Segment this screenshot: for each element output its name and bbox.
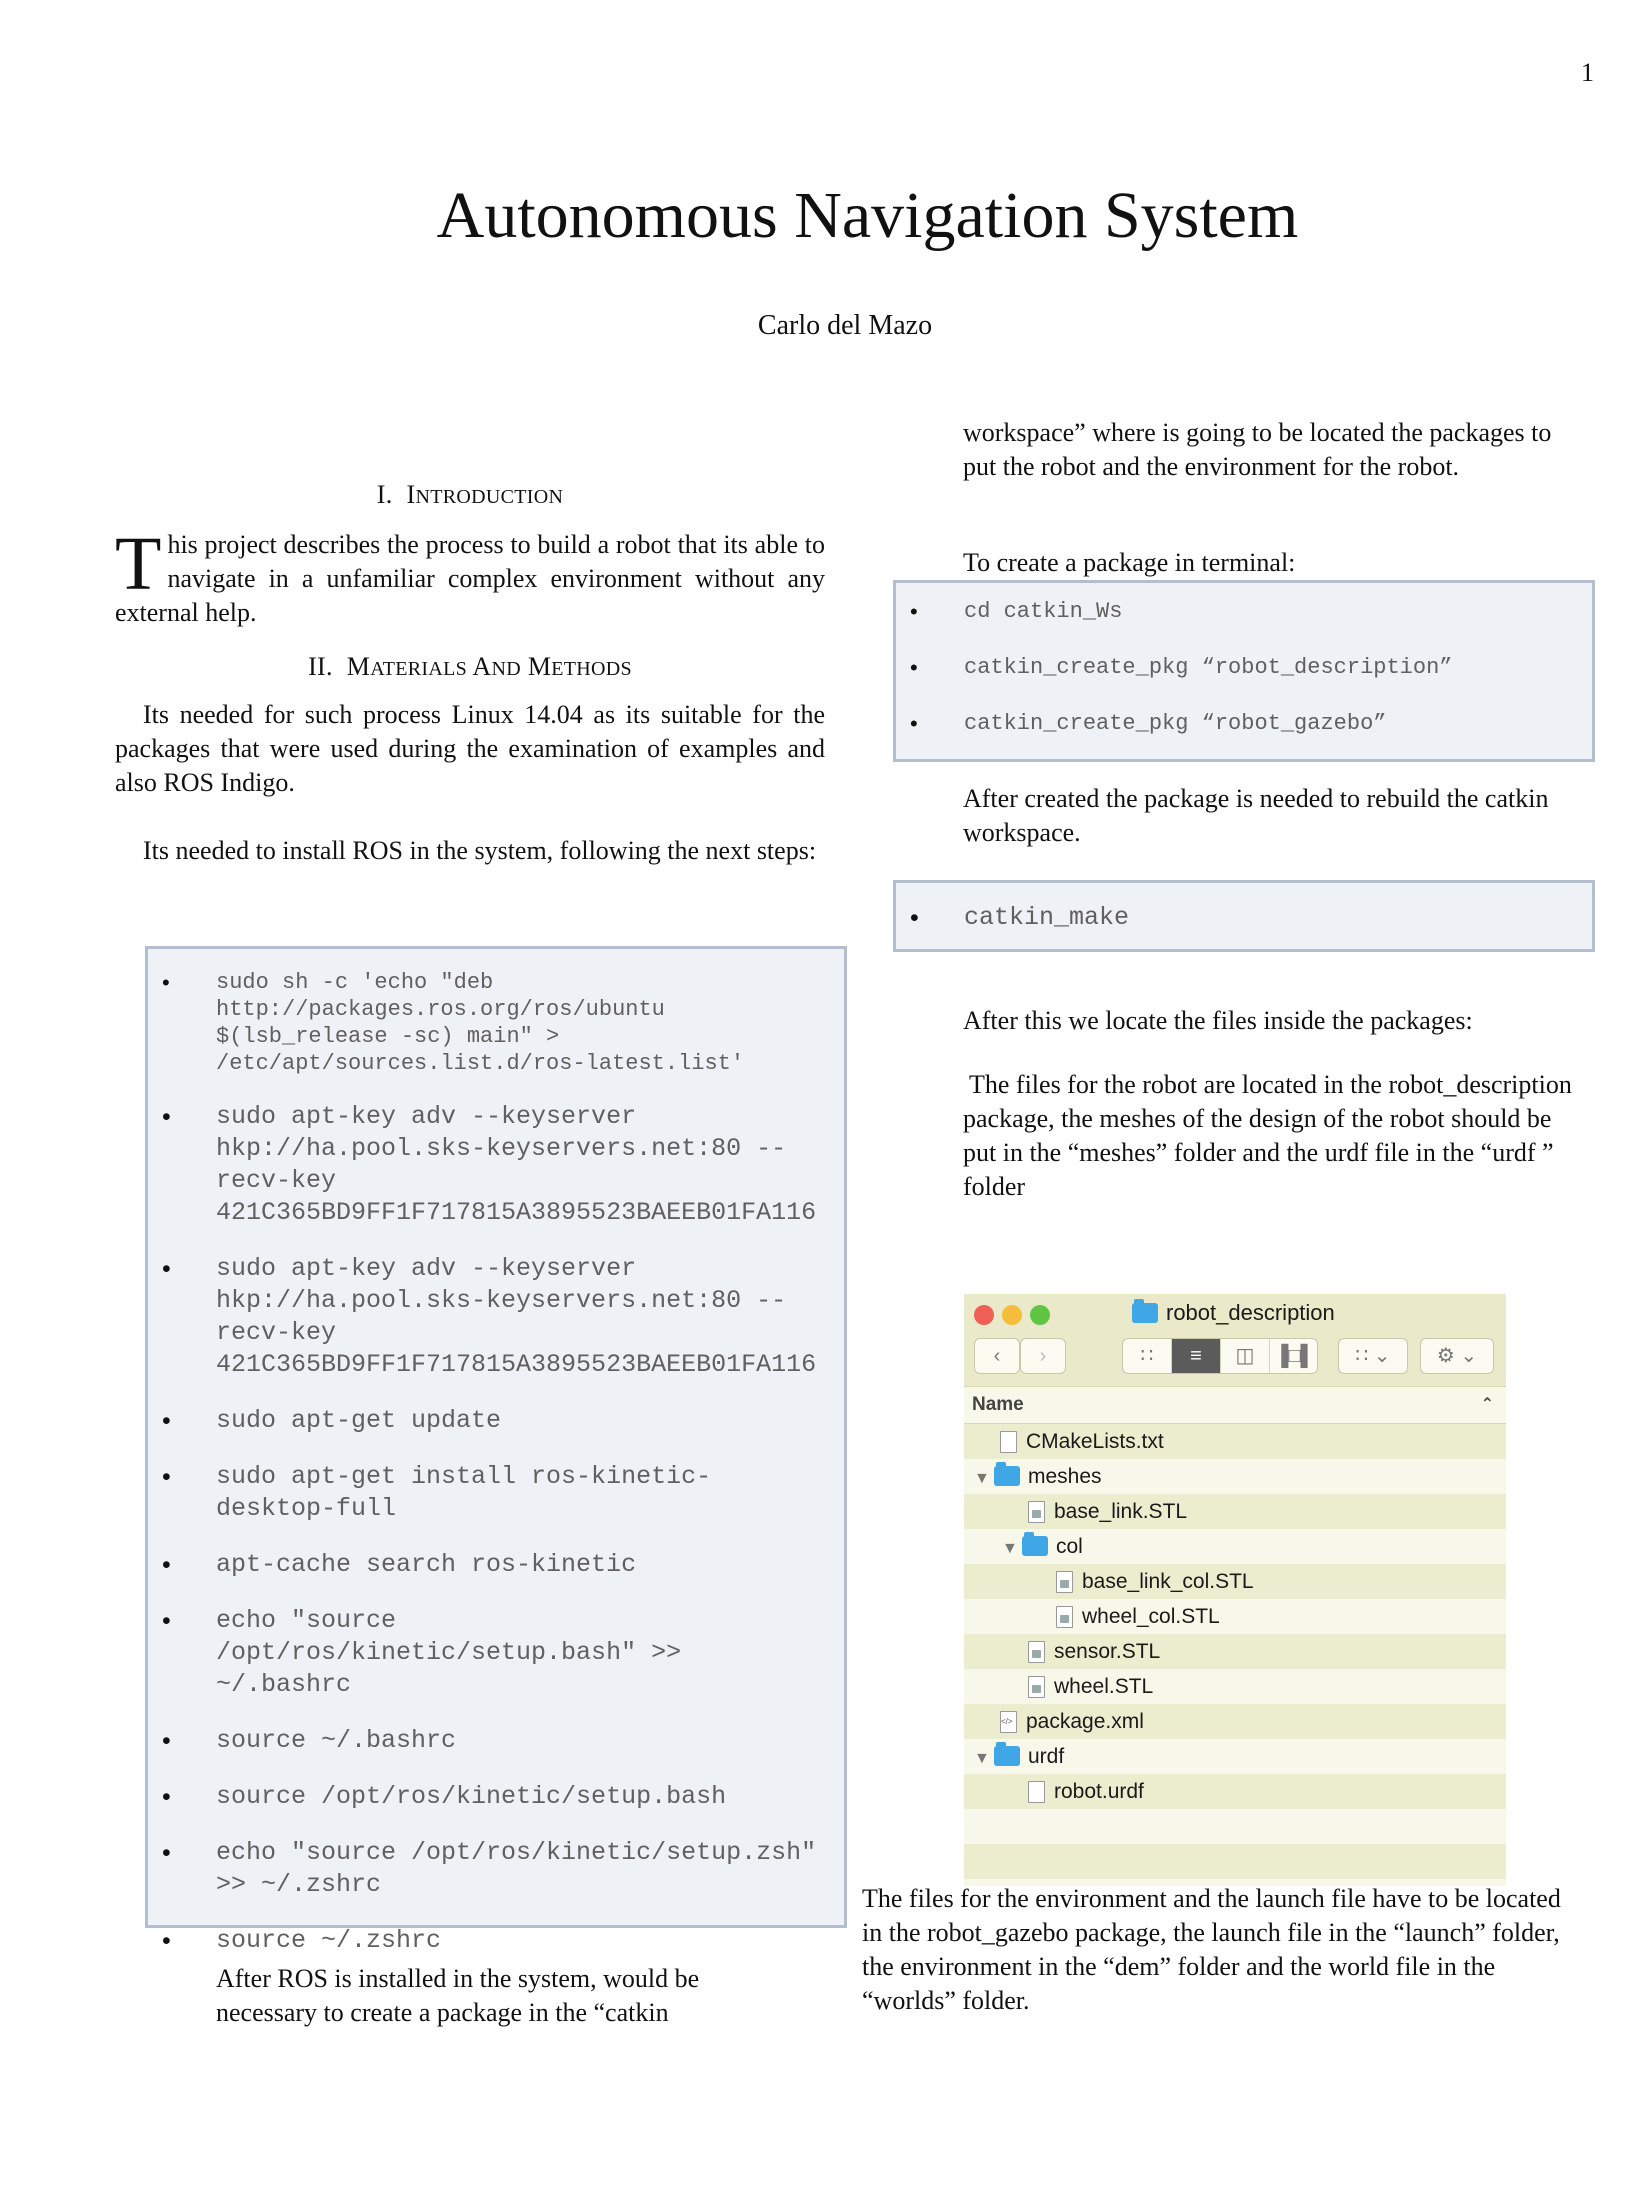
finder-toolbar bbox=[964, 1294, 1506, 1387]
create-package-code-box bbox=[893, 580, 1595, 762]
create-package-intro: To create a package in terminal: bbox=[963, 548, 1296, 577]
file-row-sensor[interactable]: sensor.STL bbox=[964, 1634, 1506, 1669]
stl-file-icon bbox=[1028, 1676, 1045, 1698]
code-line: • source ~/.zshrc bbox=[148, 1925, 818, 1957]
code-line: • sudo apt-key adv --keyserver hkp://ha.pool.sks-keyservers.net:80 --recv-key 421C365BD9FF1F717815A3895523BAEEB01FA116 bbox=[148, 1101, 818, 1229]
minimize-window-button[interactable] bbox=[1002, 1305, 1022, 1325]
section-heading-introduction: I. INTRODUCTION bbox=[376, 480, 564, 509]
stl-file-icon bbox=[1056, 1571, 1073, 1593]
folder-row-col[interactable]: ▼ col bbox=[964, 1529, 1506, 1564]
materials-paragraph-2: Its needed to install ROS in the system, following the next steps: bbox=[143, 836, 817, 865]
folder-icon bbox=[994, 1746, 1020, 1766]
cover-flow-button[interactable] bbox=[1270, 1339, 1319, 1373]
code-line: • sudo apt-key adv --keyserver hkp://ha.pool.sks-keyservers.net:80 --recv-key 421C365BD9FF1F717815A3895523BAEEB01FA116 bbox=[148, 1253, 818, 1381]
empty-row bbox=[964, 1844, 1506, 1879]
document-icon bbox=[1000, 1431, 1017, 1453]
stl-file-icon bbox=[1028, 1501, 1045, 1523]
xml-file-icon bbox=[1000, 1711, 1017, 1733]
folder-row-meshes[interactable]: ▼ meshes bbox=[964, 1459, 1506, 1494]
author-name: Carlo del Mazo bbox=[757, 310, 933, 341]
gear-icon: ⚙ ⌄ bbox=[1436, 1345, 1478, 1367]
drop-cap: T bbox=[115, 522, 162, 606]
disclosure-triangle-icon[interactable]: ▼ bbox=[974, 1470, 990, 1487]
column-view-button[interactable] bbox=[1221, 1339, 1270, 1373]
file-row-package-xml[interactable]: </>package.xml bbox=[964, 1704, 1506, 1739]
folder-icon bbox=[1132, 1303, 1158, 1323]
section-heading-materials: II. MATERIALS AND METHODS bbox=[308, 652, 632, 681]
stl-file-icon bbox=[1056, 1606, 1073, 1628]
window-title: robot_description bbox=[1132, 1300, 1335, 1326]
grid-icon: ∷ bbox=[1140, 1345, 1154, 1367]
file-row-base-link-col[interactable]: base_link_col.STL bbox=[964, 1564, 1506, 1599]
chevron-up-icon: ⌃ bbox=[1480, 1396, 1494, 1413]
file-row-robot-urdf[interactable]: robot.urdf bbox=[964, 1774, 1506, 1809]
chevron-left-icon: ‹ bbox=[993, 1345, 1001, 1367]
back-button[interactable] bbox=[974, 1338, 1020, 1374]
arrange-button[interactable] bbox=[1338, 1338, 1408, 1374]
code-line: • sudo apt-get update bbox=[148, 1405, 818, 1437]
list-icon: ≡ bbox=[1190, 1345, 1202, 1367]
file-row-wheel-col[interactable]: wheel_col.STL bbox=[964, 1599, 1506, 1634]
code-line: • source /opt/ros/kinetic/setup.bash bbox=[148, 1781, 818, 1813]
ros-install-code-box bbox=[145, 946, 847, 1955]
code-line: • cd catkin_Ws bbox=[896, 597, 1592, 627]
rebuild-paragraph: After created the package is needed to rebuild the catkin workspace. bbox=[963, 784, 1549, 847]
cover-flow-icon: ▐□▌ bbox=[1274, 1345, 1315, 1367]
zoom-window-button[interactable] bbox=[1030, 1305, 1050, 1325]
introduction-paragraph: This project describes the process to build a robot that its able to navigate in a unfamiliar complex environment without any external help. bbox=[115, 522, 825, 627]
file-row-base-link[interactable]: base_link.STL bbox=[964, 1494, 1506, 1529]
list-view-button[interactable] bbox=[1172, 1339, 1221, 1373]
close-window-button[interactable] bbox=[974, 1305, 994, 1325]
page-number: 1 bbox=[1581, 58, 1594, 87]
document-icon bbox=[1028, 1781, 1045, 1803]
disclosure-triangle-icon[interactable]: ▼ bbox=[974, 1750, 990, 1767]
arrange-icon: ∷ ⌄ bbox=[1355, 1345, 1391, 1367]
code-line: • catkin_create_pkg “robot_gazebo” bbox=[896, 709, 1592, 739]
locate-paragraph: After this we locate the files inside the packages: bbox=[963, 1006, 1473, 1035]
code-line: • catkin_create_pkg “robot_description” bbox=[896, 653, 1592, 683]
file-row-wheel[interactable]: wheel.STL bbox=[964, 1669, 1506, 1704]
code-line: • echo "source /opt/ros/kinetic/setup.bash" >> ~/.bashrc bbox=[148, 1605, 818, 1701]
folder-icon bbox=[1022, 1536, 1048, 1556]
folder-icon bbox=[994, 1466, 1020, 1486]
columns-icon: ◫ bbox=[1235, 1345, 1255, 1367]
code-line: • sudo apt-get install ros-kinetic-desktop-full bbox=[148, 1461, 818, 1525]
catkin-make-code-box bbox=[893, 880, 1595, 952]
code-line: • catkin_make bbox=[896, 903, 1592, 933]
code-line: • source ~/.bashrc bbox=[148, 1725, 818, 1757]
disclosure-triangle-icon[interactable]: ▼ bbox=[1002, 1540, 1018, 1557]
forward-button[interactable] bbox=[1020, 1338, 1066, 1374]
code-line: • echo "source /opt/ros/kinetic/setup.zsh" >> ~/.zshrc bbox=[148, 1837, 818, 1901]
chevron-right-icon: › bbox=[1039, 1345, 1047, 1367]
after-ros-paragraph: After ROS is installed in the system, would be necessary to create a package in the “catkin bbox=[216, 1964, 700, 2027]
environment-files-paragraph: The files for the environment and the launch file have to be located in the robot_gazebo package, the launch file in the “launch” folder, the environment in the “dem” folder and the world file in the “worlds” folder. bbox=[862, 1884, 1561, 2015]
view-mode-group bbox=[1122, 1338, 1318, 1374]
file-row-cmakelists[interactable]: CMakeLists.txt bbox=[964, 1424, 1506, 1459]
left-column bbox=[115, 480, 825, 868]
empty-row bbox=[964, 1809, 1506, 1844]
code-line: • sudo sh -c 'echo "deb http://packages.ros.org/ros/ubuntu $(lsb_release -sc) main" > /etc/apt/sources.list.d/ros-latest.list' bbox=[148, 969, 818, 1077]
stl-file-icon bbox=[1028, 1641, 1045, 1663]
action-button[interactable] bbox=[1420, 1338, 1494, 1374]
code-line: • apt-cache search ros-kinetic bbox=[148, 1549, 818, 1581]
finder-window bbox=[964, 1294, 1506, 1886]
icon-view-button[interactable] bbox=[1123, 1339, 1172, 1373]
name-column-header[interactable]: Name ⌃ bbox=[964, 1387, 1506, 1424]
workspace-paragraph: workspace” where is going to be located the packages to put the robot and the environment for the robot. bbox=[963, 418, 1552, 481]
folder-row-urdf[interactable]: ▼ urdf bbox=[964, 1739, 1506, 1774]
robot-files-paragraph: The files for the robot are located in the robot_description package, the meshes of the design of the robot should be put in the “meshes” folder and the urdf file in the “urdf ” folder bbox=[963, 1070, 1572, 1201]
paper-title: Autonomous Navigation System bbox=[436, 179, 1299, 252]
materials-paragraph-1: Its needed for such process Linux 14.04 as its suitable for the packages that were used during the examination of examples and also ROS Indigo. bbox=[115, 700, 825, 797]
